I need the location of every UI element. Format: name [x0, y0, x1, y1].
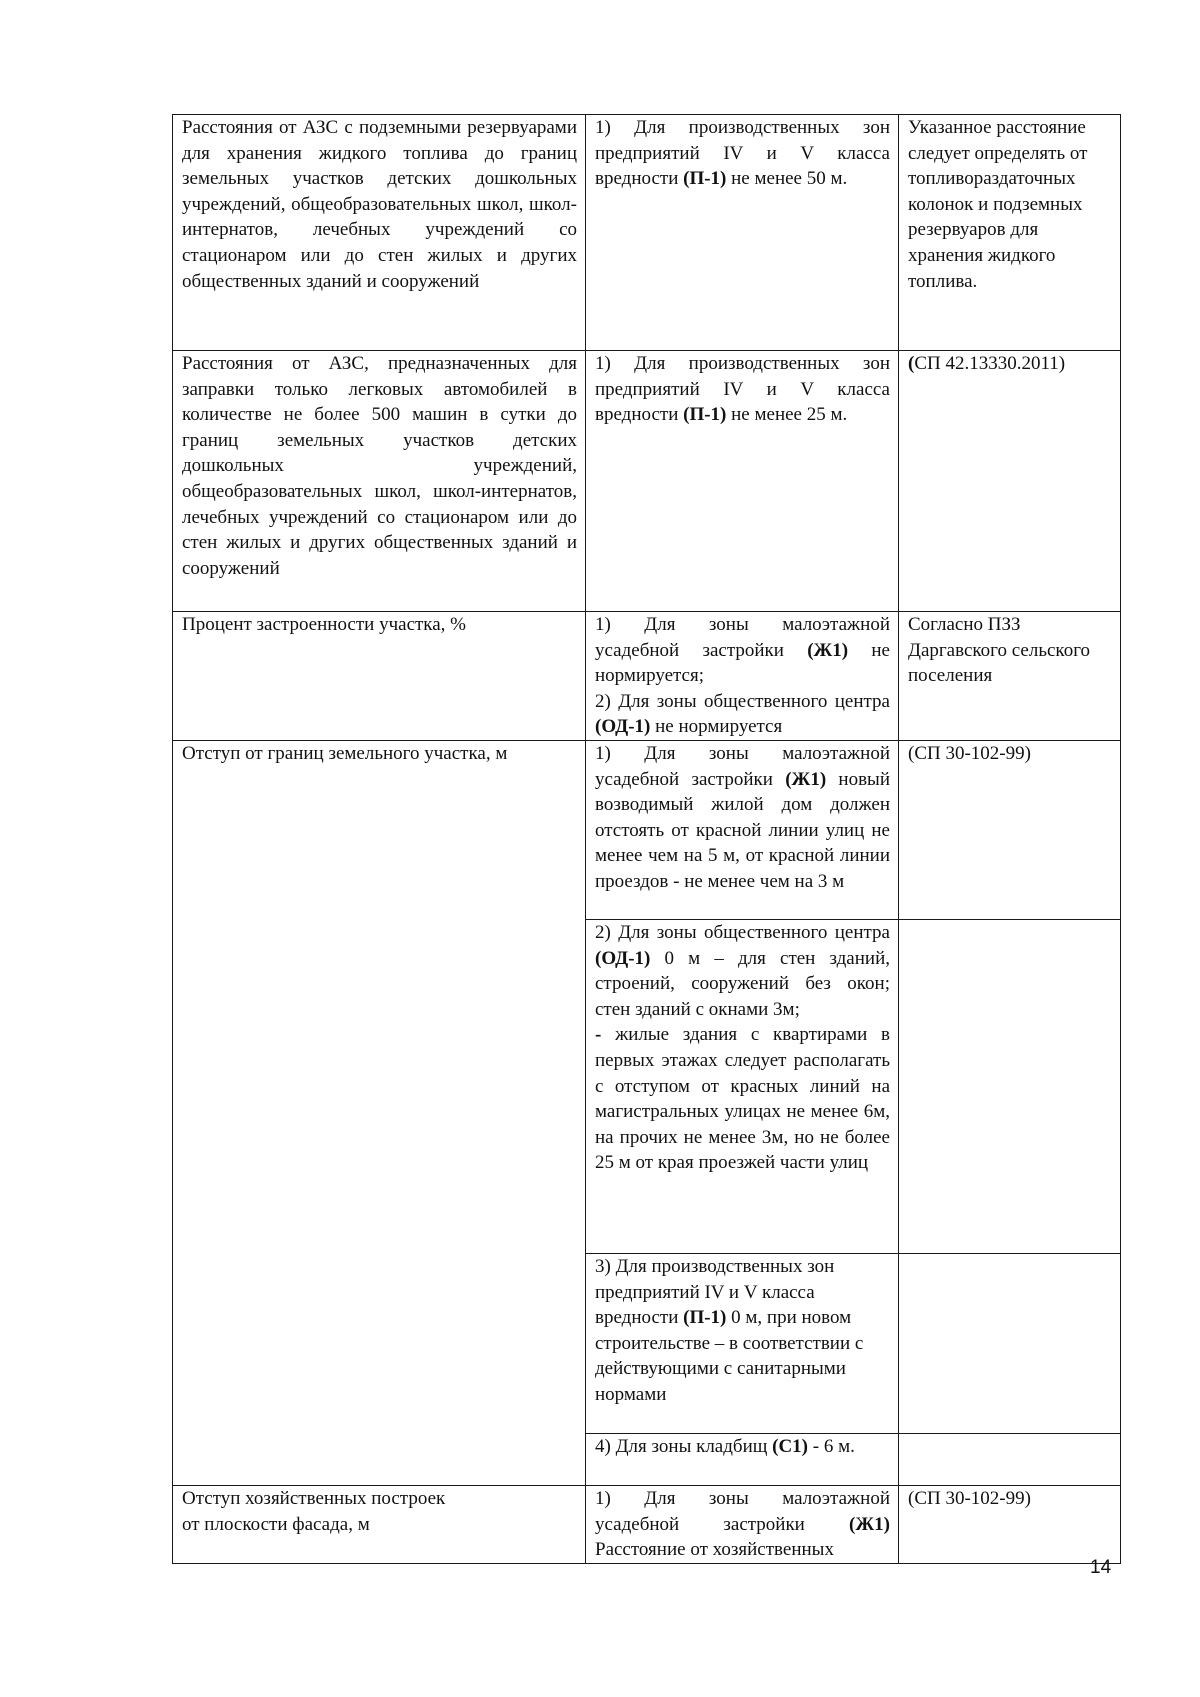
value-text: 0 м – для стен зданий, строений, сооружений без окон; стен зданий с окнами 3м;: [595, 947, 890, 1020]
zone-code: (П-1): [683, 404, 727, 426]
value-text: 1) Для зоны малоэтажной усадебной застройки: [595, 614, 890, 661]
param-text: от плоскости фасада, м: [182, 1513, 370, 1535]
zone-code: (П-1): [683, 1307, 727, 1329]
param-text: Процент застроенности участка, %: [182, 614, 467, 635]
value-text: не нормируется: [650, 716, 783, 738]
value-text: 2) Для зоны общественного центра: [595, 921, 890, 943]
value-cell: [586, 351, 899, 612]
param-cell: [173, 351, 586, 612]
zone-code: (С1): [772, 1435, 809, 1457]
value-text: жилые здания с квартирами в первых этажах следует располагать с отступом от красных линий на магистральных улицах не менее 6м, на прочих не менее 3м, но не более 25 м от края проезжей части улиц: [595, 1024, 890, 1174]
value-text: 0 м, при новом строительстве – в соответствии с действующими с санитарными нормами: [595, 1307, 864, 1405]
table-row: [173, 115, 1121, 351]
note-cell: [899, 919, 1121, 1253]
note-text: (СП 30-102-99): [908, 742, 1031, 764]
value-text: не менее 50 м.: [726, 168, 848, 190]
param-text: Расстояния от АЗС, предназначенных для заправки только легковых автомобилей в количестве не более 500 машин в сутки до границ земельных участков детских дошкольных учреждений, общеобразовательных школ, школ-интернатов, лечебных учреждений со стационаром или до стен жилых и других общественных зданий и сооружений: [182, 353, 577, 579]
param-text: Расстояния от АЗС с подземными резервуарами для хранения жидкого топлива до границ земельных участков детских дошкольных учреждений, общеобразовательных школ, школ-интернатов, лечебных учреждений со стационаром или до стен жилых и других общественных зданий и сооружений: [182, 117, 577, 292]
table-row: [173, 740, 1121, 919]
zone-code: (ОД-1): [595, 716, 651, 738]
note-cell: [899, 612, 1121, 741]
param-cell: [173, 740, 586, 1485]
value-text: 4) Для зоны кладбищ: [595, 1435, 773, 1457]
note-text: Указанное расстояние следует определять от топливораздаточных колонок и подземных резервуаров для хранения жидкого топлива.: [908, 117, 1088, 292]
param-cell: [173, 1485, 586, 1563]
zone-code: (Ж1): [807, 639, 849, 661]
value-text: не менее 25 м.: [726, 404, 848, 426]
param-cell: [173, 115, 586, 351]
norms-table: [172, 114, 1121, 1564]
zone-code: (ОД-1): [595, 947, 651, 969]
note-cell: [899, 1485, 1121, 1563]
value-text: не нормируется;: [595, 639, 890, 687]
note-cell: [899, 351, 1121, 612]
note-text: СП 42.13330.2011): [914, 353, 1066, 374]
param-text: Отступ хозяйственных построек: [182, 1487, 446, 1509]
zone-code: (Ж1): [785, 768, 827, 790]
note-cell: [899, 1433, 1121, 1485]
zone-code: (П-1): [683, 168, 727, 190]
list-dash: -: [595, 1024, 602, 1046]
note-text: Согласно ПЗЗ Даргавского сельского поселения: [908, 614, 1091, 687]
param-cell: [173, 612, 586, 741]
value-cell: [586, 115, 899, 351]
value-cell: [586, 919, 899, 1253]
note-cell: [899, 740, 1121, 919]
param-text: Отступ от границ земельного участка, м: [182, 742, 508, 764]
value-cell: [586, 740, 899, 919]
zone-code: (Ж1): [849, 1513, 890, 1535]
value-cell: [586, 1253, 899, 1433]
note-paren: (: [908, 353, 915, 374]
note-text: (СП 30-102-99): [908, 1487, 1031, 1509]
value-cell: [586, 1485, 899, 1563]
value-text: 2) Для зоны общественного центра: [595, 690, 890, 712]
value-text: 1) Для производственных зон предприятий IV и V класса вредности: [595, 353, 890, 426]
value-text: 1) Для зоны малоэтажной усадебной застройки: [595, 1487, 890, 1535]
page-number: 14: [1090, 1557, 1112, 1578]
value-text: 3) Для производственных зон предприятий IV и V класса вредности: [595, 1255, 835, 1329]
value-cell: [586, 612, 899, 741]
table-row: [173, 612, 1121, 741]
value-text: Расстояние от хозяйственных: [595, 1539, 834, 1561]
note-cell: [899, 115, 1121, 351]
value-cell: [586, 1433, 899, 1485]
value-text: - 6 м.: [808, 1435, 855, 1457]
value-text: 1) Для производственных зон предприятий IV и V класса вредности: [595, 117, 890, 190]
value-text: 1) Для зоны малоэтажной усадебной застройки: [595, 742, 890, 790]
value-text: новый возводимый жилой дом должен отстоять от красной линии улиц не менее чем на 5 м, от красной линии проездов - не менее чем на 3 м: [595, 768, 890, 892]
table-row: [173, 1485, 1121, 1563]
note-cell: [899, 1253, 1121, 1433]
table-row: [173, 351, 1121, 612]
